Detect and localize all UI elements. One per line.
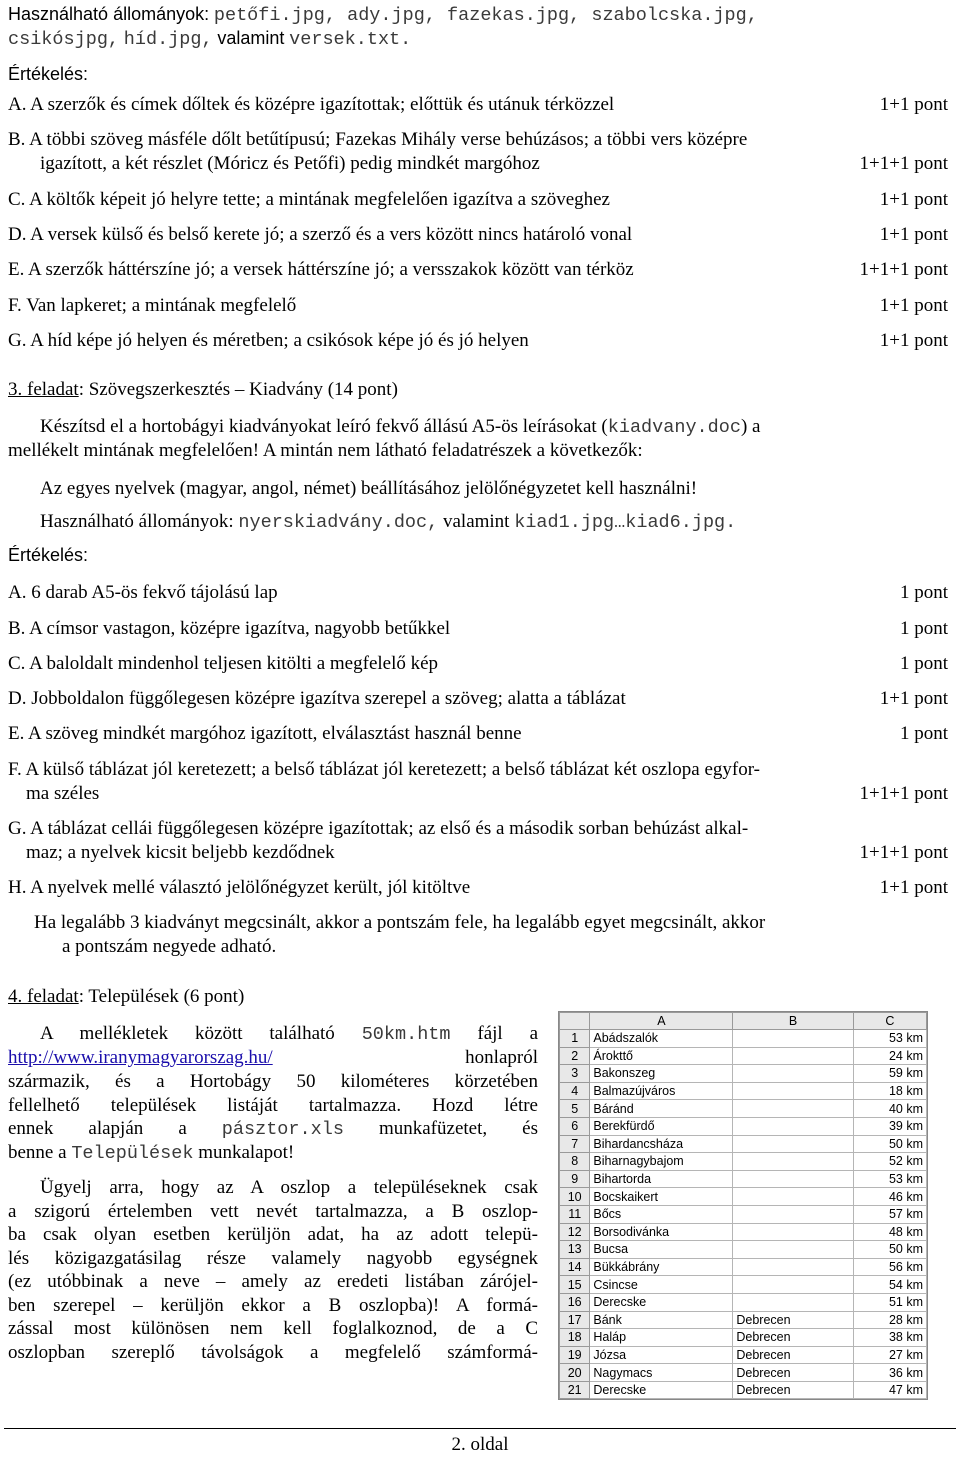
- cell-settlement: Derecske: [590, 1381, 733, 1399]
- cell-parent: [733, 1276, 853, 1294]
- eval-label-3: Értékelés:: [8, 545, 89, 565]
- row-number: 20: [560, 1364, 590, 1382]
- cell-parent: [733, 1117, 853, 1135]
- cell-distance: 53 km: [853, 1030, 926, 1048]
- spreadsheet-table: [559, 1012, 927, 1399]
- cell-parent: [733, 1293, 853, 1311]
- cell-distance: 46 km: [853, 1188, 926, 1206]
- cell-parent: [733, 1188, 853, 1206]
- s2-item-f: F. Van lapkeret; a mintának megfelelő 1+1 pont: [8, 295, 948, 316]
- s3-item-e: E. A szöveg mindkét margóhoz igazított, elválasztást használ benne 1 pont: [8, 723, 948, 744]
- s3-footnote-1: Ha legalább 3 kiadványt megcsinált, akkor a pontszám fele, ha legalább egyet megcsinált, akkor: [34, 912, 766, 933]
- cell-settlement: Bihardancsháza: [590, 1135, 733, 1153]
- s4-p2-line6: ben szerepel – kerüljön ekkor a B oszlopba)! A formá-: [8, 1295, 538, 1316]
- table-row: [560, 1030, 927, 1048]
- column-header-row: [560, 1013, 927, 1030]
- s2-item-d: D. A versek külső és belső kerete jó; a szerző és a vers között nincs határoló vonal 1+1 pont: [8, 224, 948, 245]
- cell-settlement: Bocskaikert: [590, 1188, 733, 1206]
- s4-p2-line3: ba csak olyan esetben kerüljön adat, ha az adott telepü-: [8, 1224, 538, 1245]
- corner-cell: [560, 1013, 590, 1030]
- row-number: 4: [560, 1082, 590, 1100]
- cell-distance: 56 km: [853, 1258, 926, 1276]
- cell-distance: 59 km: [853, 1065, 926, 1083]
- cell-distance: 57 km: [853, 1205, 926, 1223]
- cell-settlement: Bőcs: [590, 1205, 733, 1223]
- s3-footnote-2: a pontszám negyede adható.: [62, 936, 277, 957]
- page-number: 2. oldal: [451, 1434, 509, 1455]
- cell-distance: 24 km: [853, 1047, 926, 1065]
- s4-p1-line3: származik, és a Hortobágy 50 kilométeres körzetében: [8, 1071, 538, 1092]
- cell-parent: Debrecen: [733, 1311, 853, 1329]
- section4-title: 4. feladat: Települések (6 pont): [8, 986, 245, 1007]
- cell-settlement: Józsa: [590, 1346, 733, 1364]
- row-number: 14: [560, 1258, 590, 1276]
- row-number: 17: [560, 1311, 590, 1329]
- s3-intro-2: mellékelt mintának megfelelően! A mintán nem látható feladatrészek a következők:: [8, 440, 643, 461]
- cell-parent: Debrecen: [733, 1329, 853, 1347]
- row-number: 11: [560, 1205, 590, 1223]
- table-row: [560, 1276, 927, 1294]
- row-number: 10: [560, 1188, 590, 1206]
- s3-note: Az egyes nyelvek (magyar, angol, német) beállításához jelölőnégyzetet kell használni!: [40, 478, 698, 499]
- row-number: 18: [560, 1329, 590, 1347]
- cell-distance: 50 km: [853, 1241, 926, 1259]
- table-row: [560, 1311, 927, 1329]
- cell-parent: [733, 1223, 853, 1241]
- table-row: [560, 1364, 927, 1382]
- cell-settlement: Biharnagybajom: [590, 1153, 733, 1171]
- s2-item-c: C. A költők képeit jó helyre tette; a mintának megfelelően igazítva a szöveghez 1+1 pont: [8, 189, 948, 210]
- cell-distance: 18 km: [853, 1082, 926, 1100]
- s2-item-a: A. A szerzők és címek dőltek és középre igazítottak; előttük és utánuk térközzel 1+1 pont: [8, 94, 948, 115]
- section3-title: 3. feladat: Szövegszerkesztés – Kiadvány (14 pont): [8, 379, 398, 400]
- s2-item-b-line1: B. A többi szöveg másféle dőlt betűtípusú; Fazekas Mihály verse behúzásos; a többi vers középre: [8, 129, 748, 150]
- cell-parent: [733, 1241, 853, 1259]
- row-number: 15: [560, 1276, 590, 1294]
- row-number: 21: [560, 1381, 590, 1399]
- s3-intro-1: Készítsd el a hortobágyi kiadványokat leíró fekvő állású A5-ös leírásokat (kiadvany.doc) a: [40, 416, 761, 438]
- row-number: 13: [560, 1241, 590, 1259]
- cell-distance: 40 km: [853, 1100, 926, 1118]
- row-number: 7: [560, 1135, 590, 1153]
- row-number: 5: [560, 1100, 590, 1118]
- row-number: 6: [560, 1117, 590, 1135]
- s2-item-e: E. A szerzők háttérszíne jó; a versek háttérszíne jó; a versszakok között van térköz 1+1+1 pont: [8, 259, 948, 280]
- s3-files: Használható állományok: nyerskiadvány.doc, valamint kiad1.jpg…kiad6.jpg.: [40, 511, 737, 533]
- cell-parent: Debrecen: [733, 1346, 853, 1364]
- cell-parent: [733, 1030, 853, 1048]
- cell-distance: 47 km: [853, 1381, 926, 1399]
- cell-distance: 53 km: [853, 1170, 926, 1188]
- table-row: [560, 1082, 927, 1100]
- s4-p1-line5: ennek alapján a pásztor.xls munkafüzetet, és: [8, 1118, 538, 1140]
- cell-parent: Debrecen: [733, 1364, 853, 1382]
- s2-item-g: G. A híd képe jó helyen és méretben; a csikósok képe jó és jó helyen 1+1 pont: [8, 330, 948, 351]
- s3-item-c: C. A baloldalt mindenhol teljesen kitölti a megfelelő kép 1 pont: [8, 653, 948, 674]
- cell-settlement: Borsodivánka: [590, 1223, 733, 1241]
- s4-p1-line4: fellelhető települések listáját tartalmazza. Hozd létre: [8, 1095, 538, 1116]
- row-number: 1: [560, 1030, 590, 1048]
- s4-p1-line6: benne a Települések munkalapot!: [8, 1142, 295, 1164]
- table-row: [560, 1223, 927, 1241]
- cell-parent: [733, 1047, 853, 1065]
- cell-distance: 51 km: [853, 1293, 926, 1311]
- cell-parent: [733, 1170, 853, 1188]
- s3-item-g-line1: G. A táblázat cellái függőlegesen középre igazítottak; az első és a második sorban behúzást alkal-: [8, 818, 749, 839]
- s3-item-g-line2: maz; a nyelvek kicsit beljebb kezdődnek 1+1+1 pont: [26, 842, 948, 863]
- cell-parent: [733, 1082, 853, 1100]
- column-header-a: A: [590, 1013, 733, 1030]
- cell-distance: 48 km: [853, 1223, 926, 1241]
- table-row: [560, 1205, 927, 1223]
- cell-distance: 52 km: [853, 1153, 926, 1171]
- column-header-b: B: [733, 1013, 853, 1030]
- row-number: 8: [560, 1153, 590, 1171]
- s4-p2-line7: zással most különösen nem kell foglalkoznod, de a C: [8, 1318, 538, 1339]
- iranymagyarorszag-link[interactable]: http://www.iranymagyarorszag.hu/: [8, 1047, 273, 1068]
- table-row: [560, 1170, 927, 1188]
- cell-settlement: Báránd: [590, 1100, 733, 1118]
- s4-p2-line1: Ügyelj arra, hogy az A oszlop a településeknek csak: [40, 1177, 538, 1198]
- s3-item-a: A. 6 darab A5-ös fekvő tájolású lap 1 pont: [8, 582, 948, 603]
- row-number: 3: [560, 1065, 590, 1083]
- s4-p2-line2: a szigorú értelemben vett nevét tartalmazza, a B oszlop-: [8, 1201, 538, 1222]
- table-row: [560, 1047, 927, 1065]
- cell-settlement: Bakonszeg: [590, 1065, 733, 1083]
- cell-parent: [733, 1153, 853, 1171]
- table-row: [560, 1329, 927, 1347]
- s4-p2-line4: lés közigazgatásilag része valamely nagyobb egységnek: [8, 1248, 538, 1269]
- row-number: 19: [560, 1346, 590, 1364]
- column-header-c: C: [853, 1013, 926, 1030]
- cell-distance: 27 km: [853, 1346, 926, 1364]
- cell-settlement: Haláp: [590, 1329, 733, 1347]
- s3-item-f-line1: F. A külső táblázat jól keretezett; a belső táblázat jól keretezett; a belső táblázat két oszlopa egyfor-: [8, 759, 760, 780]
- table-row: [560, 1065, 927, 1083]
- s3-item-b: B. A címsor vastagon, középre igazítva, nagyobb betűkkel 1 pont: [8, 618, 948, 639]
- cell-settlement: Bükkábrány: [590, 1258, 733, 1276]
- cell-settlement: Árokttő: [590, 1047, 733, 1065]
- row-number: 9: [560, 1170, 590, 1188]
- cell-distance: 36 km: [853, 1364, 926, 1382]
- cell-settlement: Csincse: [590, 1276, 733, 1294]
- cell-settlement: Balmazújváros: [590, 1082, 733, 1100]
- cell-settlement: Bánk: [590, 1311, 733, 1329]
- footer-rule: [4, 1428, 956, 1429]
- row-number: 16: [560, 1293, 590, 1311]
- cell-settlement: Abádszalók: [590, 1030, 733, 1048]
- table-row: [560, 1135, 927, 1153]
- table-row: [560, 1346, 927, 1364]
- cell-parent: [733, 1065, 853, 1083]
- files-line-1: Használható állományok: petőfi.jpg, ady.jpg, fazekas.jpg, szabolcska.jpg,: [8, 4, 758, 26]
- cell-distance: 39 km: [853, 1117, 926, 1135]
- table-row: [560, 1381, 927, 1399]
- s4-p1-line2: http://www.iranymagyarorszag.hu/ honlapról: [8, 1047, 538, 1068]
- cell-distance: 28 km: [853, 1311, 926, 1329]
- cell-settlement: Bucsa: [590, 1241, 733, 1259]
- table-row: [560, 1100, 927, 1118]
- s4-p1-line1: A mellékletek között található 50km.htm fájl a: [40, 1023, 539, 1045]
- cell-settlement: Derecske: [590, 1293, 733, 1311]
- eval-label-2: Értékelés:: [8, 64, 89, 84]
- table-row: [560, 1258, 927, 1276]
- row-number: 12: [560, 1223, 590, 1241]
- cell-parent: [733, 1258, 853, 1276]
- table-row: [560, 1117, 927, 1135]
- cell-distance: 38 km: [853, 1329, 926, 1347]
- table-row: [560, 1293, 927, 1311]
- cell-settlement: Nagymacs: [590, 1364, 733, 1382]
- cell-parent: [733, 1205, 853, 1223]
- cell-distance: 50 km: [853, 1135, 926, 1153]
- s2-item-b-line2: igazított, a két részlet (Móricz és Petőfi) pedig mindkét margóhoz 1+1+1 pont: [40, 153, 948, 174]
- s3-item-f-line2: ma széles 1+1+1 pont: [26, 783, 948, 804]
- row-number: 2: [560, 1047, 590, 1065]
- cell-parent: [733, 1135, 853, 1153]
- cell-distance: 54 km: [853, 1276, 926, 1294]
- s3-item-h: H. A nyelvek mellé választó jelölőnégyzet került, jól kitöltve 1+1 pont: [8, 877, 948, 898]
- table-row: [560, 1188, 927, 1206]
- cell-settlement: Berekfürdő: [590, 1117, 733, 1135]
- cell-parent: Debrecen: [733, 1381, 853, 1399]
- s3-item-d: D. Jobboldalon függőlegesen középre igazítva szerepel a szöveg; alatta a táblázat 1+1 pont: [8, 688, 948, 709]
- s4-p2-line8: oszlopban szereplő távolságok a megfelelő számformá-: [8, 1342, 538, 1363]
- cell-settlement: Bihartorda: [590, 1170, 733, 1188]
- s4-p2-line5: (ez utóbbinak a neve – amely az eredeti listában zárójel-: [8, 1271, 538, 1292]
- table-row: [560, 1241, 927, 1259]
- settlements-spreadsheet: [558, 1011, 928, 1400]
- cell-parent: [733, 1100, 853, 1118]
- table-row: [560, 1153, 927, 1171]
- files-line-2: csikósjpg, híd.jpg, valamint versek.txt.: [8, 28, 412, 50]
